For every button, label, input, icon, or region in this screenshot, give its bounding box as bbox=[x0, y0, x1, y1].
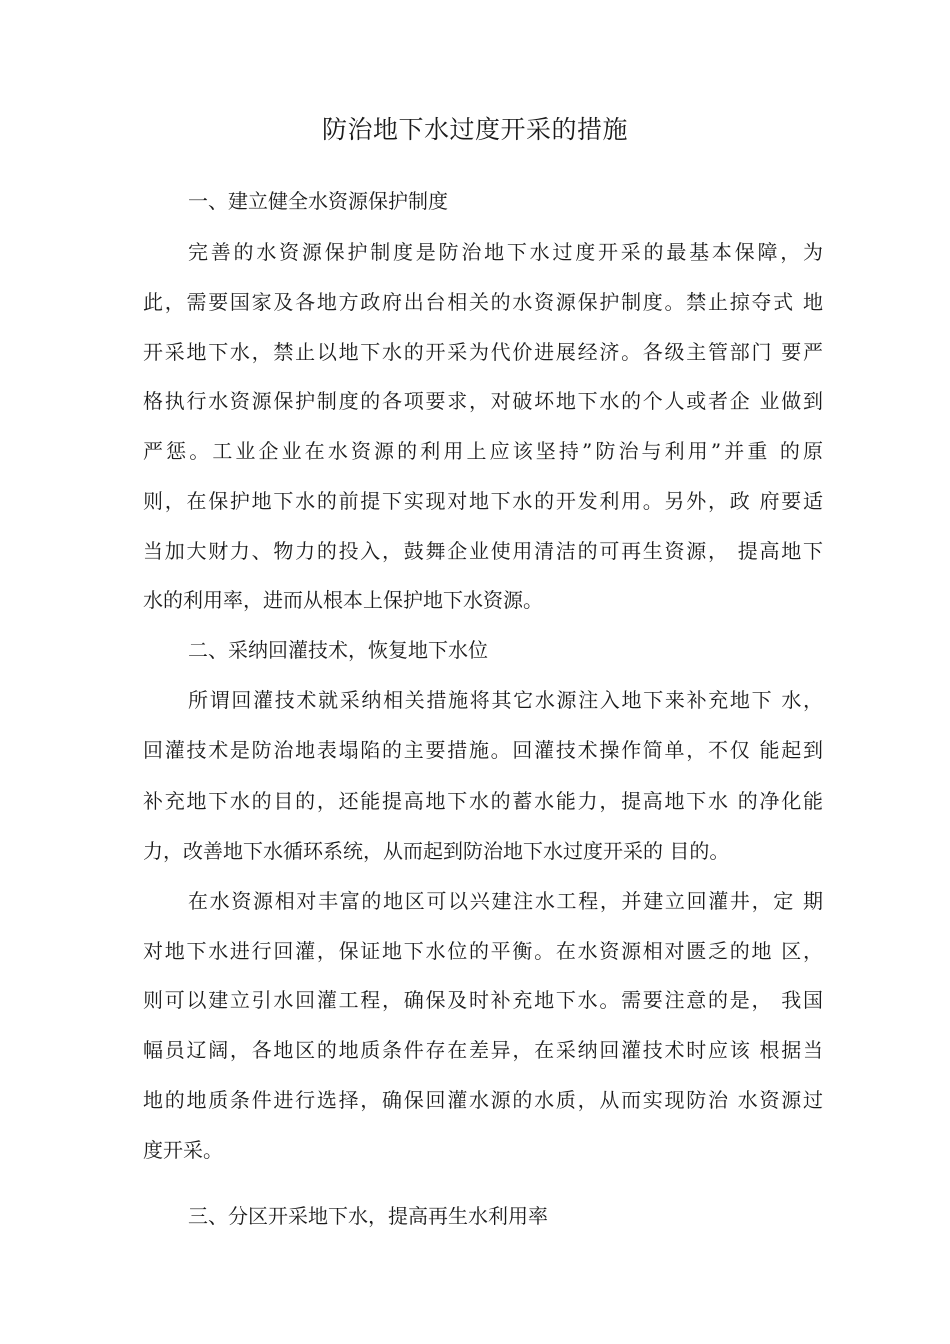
paragraph-line: 完善的水资源保护制度是防治地下水过度开采的最基本保障，为 bbox=[188, 240, 823, 264]
paragraph-line: 则可以建立引水回灌工程，确保及时补充地下水。需要注意的是， 我国 bbox=[143, 988, 823, 1012]
paragraph-line: 在水资源相对丰富的地区可以兴建注水工程，并建立回灌井，定 期 bbox=[188, 889, 823, 913]
section-2-heading: 二、采纳回灌技术，恢复地下水位 bbox=[188, 638, 488, 662]
paragraph-line: 地的地质条件进行选择，确保回灌水源的水质，从而实现防治 水资源过 bbox=[143, 1088, 823, 1112]
section-1-heading: 一、建立健全水资源保护制度 bbox=[188, 189, 448, 213]
paragraph-line: 补充地下水的目的，还能提高地下水的蓄水能力，提高地下水 的净化能 bbox=[143, 789, 823, 813]
paragraph-line: 此，需要国家及各地方政府出台相关的水资源保护制度。禁止掠夺式 地 bbox=[143, 290, 823, 314]
paragraph-line: 当加大财力、物力的投入，鼓舞企业使用清洁的可再生资源， 提高地下 bbox=[143, 539, 823, 563]
paragraph-line: 所谓回灌技术就采纳相关措施将其它水源注入地下来补充地下 水， bbox=[188, 688, 823, 712]
paragraph-line: 开采地下水，禁止以地下水的开采为代价进展经济。各级主管部门 要严 bbox=[143, 340, 823, 364]
section-3-heading: 三、分区开采地下水，提高再生水利用率 bbox=[188, 1204, 548, 1228]
document-title: 防治地下水过度开采的措施 bbox=[321, 115, 628, 144]
paragraph-line: 水的利用率，进而从根本上保护地下水资源。 bbox=[143, 588, 543, 612]
paragraph-line: 幅员辽阔，各地区的地质条件存在差异，在采纳回灌技术时应该 根据当 bbox=[143, 1038, 823, 1062]
paragraph-line: 则，在保护地下水的前提下实现对地下水的开发利用。另外，政 府要适 bbox=[143, 489, 823, 513]
paragraph-line: 格执行水资源保护制度的各项要求，对破坏地下水的个人或者企 业做到 bbox=[143, 389, 823, 413]
paragraph-line: 度开采。 bbox=[143, 1138, 223, 1162]
paragraph-line: 严惩。工业企业在水资源的利用上应该坚持”防治与利用”并重 的原 bbox=[143, 439, 823, 463]
paragraph-line: 力，改善地下水循环系统，从而起到防治地下水过度开采的 目的。 bbox=[143, 839, 730, 863]
paragraph-line: 回灌技术是防治地表塌陷的主要措施。回灌技术操作简单，不仅 能起到 bbox=[143, 738, 823, 762]
paragraph-line: 对地下水进行回灌，保证地下水位的平衡。在水资源相对匮乏的地 区， bbox=[143, 939, 823, 963]
